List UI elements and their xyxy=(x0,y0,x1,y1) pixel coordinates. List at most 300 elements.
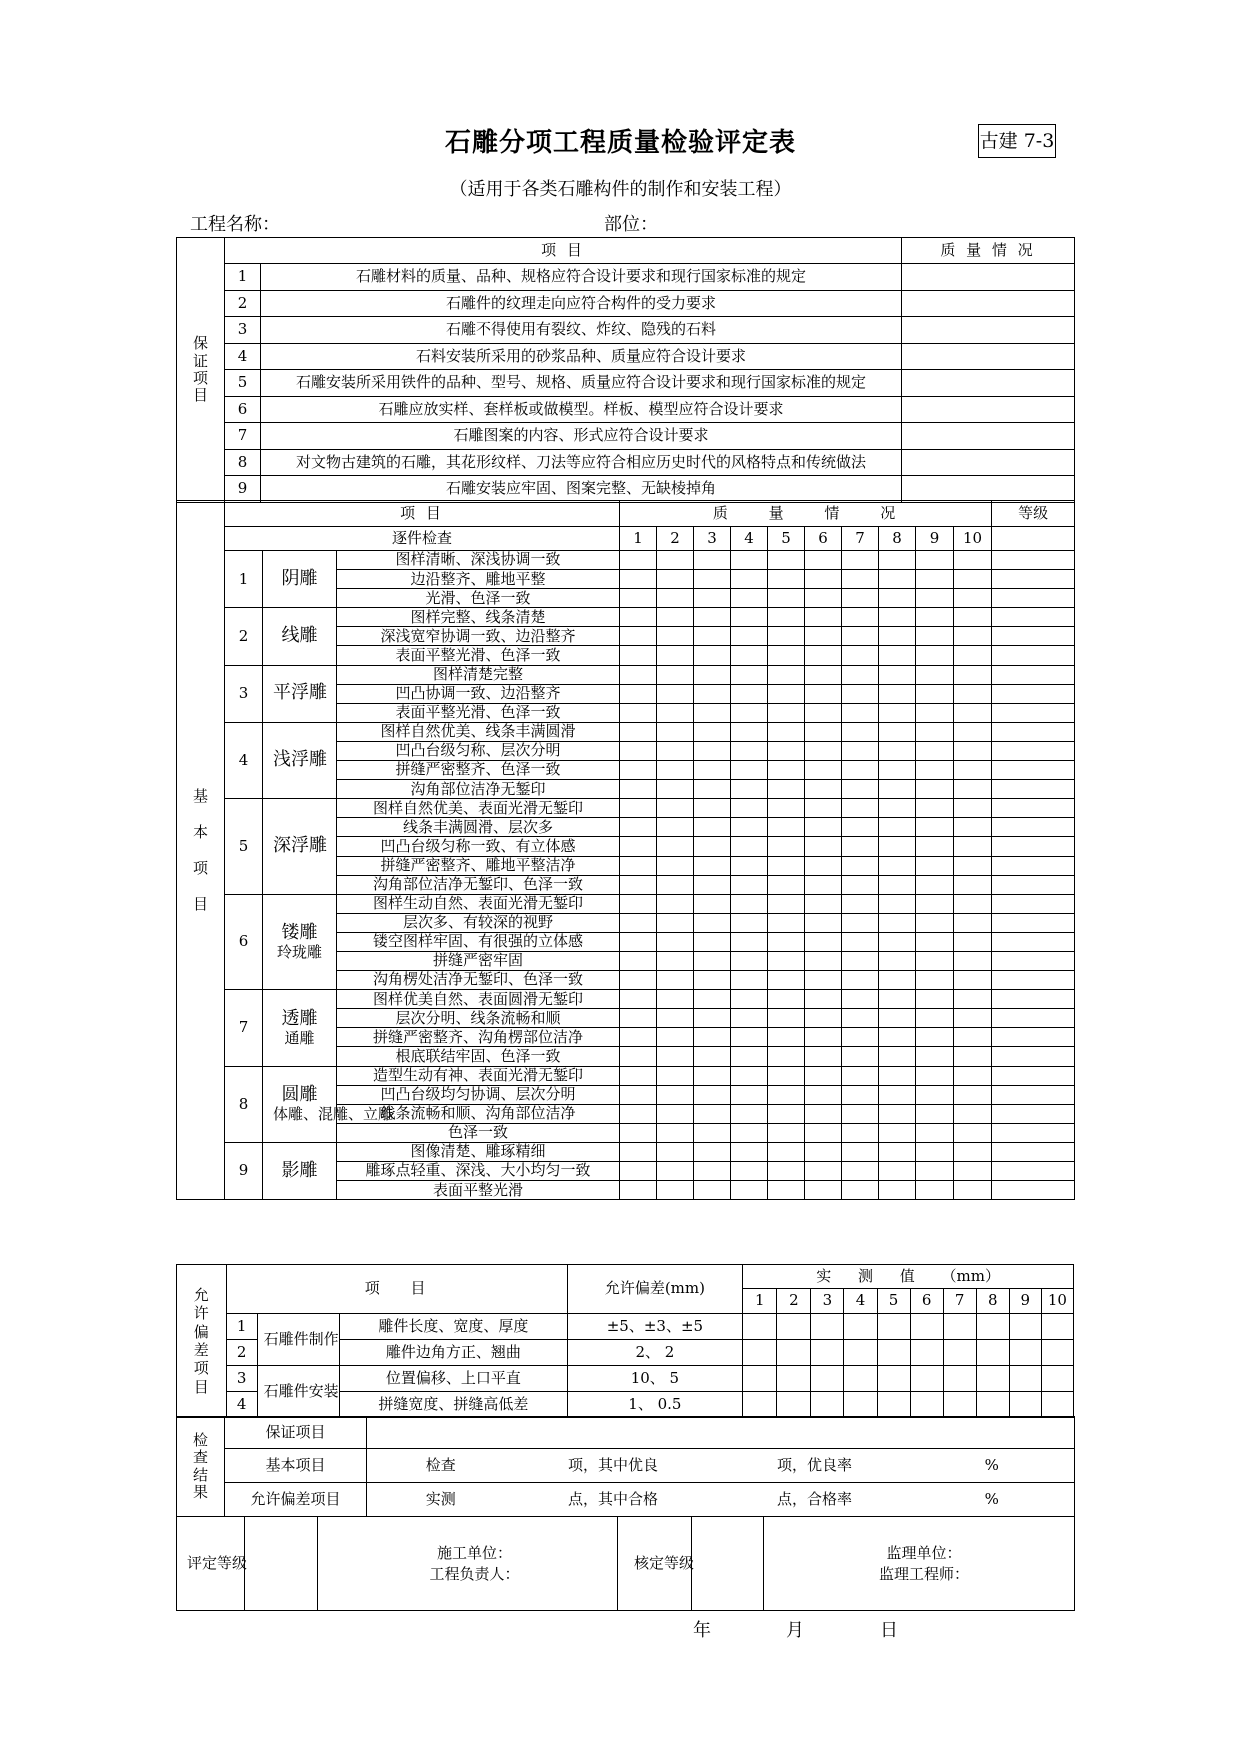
basic-quality-cell[interactable] xyxy=(694,932,731,951)
basic-quality-cell[interactable] xyxy=(916,1181,954,1200)
tolerance-measured-cell[interactable] xyxy=(877,1392,910,1418)
basic-quality-cell[interactable] xyxy=(842,1066,879,1085)
basic-quality-cell[interactable] xyxy=(657,608,694,627)
basic-quality-cell[interactable] xyxy=(731,741,768,760)
basic-quality-cell[interactable] xyxy=(916,875,954,894)
basic-quality-cell[interactable] xyxy=(916,990,954,1009)
basic-quality-cell[interactable] xyxy=(805,722,842,741)
basic-quality-cell[interactable] xyxy=(657,684,694,703)
basic-quality-cell[interactable] xyxy=(768,932,805,951)
basic-quality-cell[interactable] xyxy=(954,1181,992,1200)
basic-quality-cell[interactable] xyxy=(620,856,657,875)
basic-quality-cell[interactable] xyxy=(954,913,992,932)
rating-verify-value[interactable] xyxy=(692,1517,764,1611)
tolerance-measured-cell[interactable] xyxy=(743,1392,777,1418)
basic-quality-cell[interactable] xyxy=(879,837,916,856)
basic-quality-cell[interactable] xyxy=(954,990,992,1009)
basic-quality-cell[interactable] xyxy=(694,818,731,837)
basic-quality-cell[interactable] xyxy=(694,837,731,856)
basic-quality-cell[interactable] xyxy=(842,1085,879,1104)
basic-quality-cell[interactable] xyxy=(879,665,916,684)
tolerance-measured-cell[interactable] xyxy=(844,1314,877,1340)
tolerance-measured-cell[interactable] xyxy=(743,1314,777,1340)
basic-quality-cell[interactable] xyxy=(842,913,879,932)
basic-quality-cell[interactable] xyxy=(805,1085,842,1104)
basic-quality-cell[interactable] xyxy=(805,971,842,990)
basic-quality-cell[interactable] xyxy=(694,1123,731,1142)
tolerance-measured-cell[interactable] xyxy=(877,1366,910,1392)
project-name-field[interactable] xyxy=(190,210,280,236)
basic-quality-cell[interactable] xyxy=(620,608,657,627)
basic-quality-cell[interactable] xyxy=(657,703,694,722)
basic-quality-cell[interactable] xyxy=(620,646,657,665)
basic-quality-cell[interactable] xyxy=(620,1104,657,1123)
basic-grade-cell[interactable] xyxy=(992,741,1075,760)
basic-quality-cell[interactable] xyxy=(694,990,731,1009)
basic-quality-cell[interactable] xyxy=(731,990,768,1009)
basic-quality-cell[interactable] xyxy=(657,1085,694,1104)
basic-quality-cell[interactable] xyxy=(879,1085,916,1104)
basic-quality-cell[interactable] xyxy=(954,780,992,799)
basic-quality-cell[interactable] xyxy=(694,1047,731,1066)
basic-quality-cell[interactable] xyxy=(694,951,731,970)
tolerance-measured-cell[interactable] xyxy=(1041,1314,1073,1340)
basic-quality-cell[interactable] xyxy=(768,627,805,646)
part-field[interactable] xyxy=(604,210,658,236)
basic-quality-cell[interactable] xyxy=(805,627,842,646)
basic-quality-cell[interactable] xyxy=(954,894,992,913)
tolerance-measured-cell[interactable] xyxy=(1041,1366,1073,1392)
tolerance-measured-cell[interactable] xyxy=(910,1366,943,1392)
basic-quality-cell[interactable] xyxy=(842,741,879,760)
tolerance-measured-cell[interactable] xyxy=(976,1366,1009,1392)
tolerance-measured-cell[interactable] xyxy=(943,1314,976,1340)
basic-quality-cell[interactable] xyxy=(768,971,805,990)
basic-quality-cell[interactable] xyxy=(620,837,657,856)
basic-quality-cell[interactable] xyxy=(805,1066,842,1085)
basic-quality-cell[interactable] xyxy=(842,665,879,684)
basic-grade-cell[interactable] xyxy=(992,856,1075,875)
basic-quality-cell[interactable] xyxy=(842,971,879,990)
tolerance-measured-cell[interactable] xyxy=(943,1366,976,1392)
basic-quality-cell[interactable] xyxy=(879,551,916,570)
basic-quality-cell[interactable] xyxy=(768,1162,805,1181)
basic-quality-cell[interactable] xyxy=(954,932,992,951)
basic-quality-cell[interactable] xyxy=(805,780,842,799)
basic-quality-cell[interactable] xyxy=(731,837,768,856)
basic-quality-cell[interactable] xyxy=(768,1066,805,1085)
basic-quality-cell[interactable] xyxy=(879,799,916,818)
basic-quality-cell[interactable] xyxy=(657,589,694,608)
basic-quality-cell[interactable] xyxy=(731,761,768,780)
basic-quality-cell[interactable] xyxy=(805,856,842,875)
basic-quality-cell[interactable] xyxy=(768,1028,805,1047)
basic-quality-cell[interactable] xyxy=(768,1123,805,1142)
basic-quality-cell[interactable] xyxy=(768,646,805,665)
basic-quality-cell[interactable] xyxy=(954,1066,992,1085)
basic-quality-cell[interactable] xyxy=(842,1047,879,1066)
tolerance-measured-cell[interactable] xyxy=(811,1366,844,1392)
basic-grade-cell[interactable] xyxy=(992,570,1075,589)
basic-quality-cell[interactable] xyxy=(657,913,694,932)
basic-quality-cell[interactable] xyxy=(768,761,805,780)
basic-quality-cell[interactable] xyxy=(879,741,916,760)
basic-quality-cell[interactable] xyxy=(768,703,805,722)
basic-quality-cell[interactable] xyxy=(694,1181,731,1200)
tolerance-measured-cell[interactable] xyxy=(1041,1340,1073,1366)
basic-quality-cell[interactable] xyxy=(916,971,954,990)
basic-quality-cell[interactable] xyxy=(954,665,992,684)
basic-quality-cell[interactable] xyxy=(954,1009,992,1028)
basic-quality-cell[interactable] xyxy=(731,1009,768,1028)
basic-quality-cell[interactable] xyxy=(879,1104,916,1123)
tolerance-measured-cell[interactable] xyxy=(777,1314,811,1340)
basic-quality-cell[interactable] xyxy=(954,570,992,589)
basic-quality-cell[interactable] xyxy=(657,1066,694,1085)
basic-quality-cell[interactable] xyxy=(842,1009,879,1028)
guarantee-quality-cell[interactable] xyxy=(902,290,1075,317)
basic-quality-cell[interactable] xyxy=(805,1181,842,1200)
basic-quality-cell[interactable] xyxy=(731,799,768,818)
basic-quality-cell[interactable] xyxy=(879,818,916,837)
basic-quality-cell[interactable] xyxy=(805,837,842,856)
tolerance-measured-cell[interactable] xyxy=(943,1392,976,1418)
basic-quality-cell[interactable] xyxy=(731,1162,768,1181)
basic-quality-cell[interactable] xyxy=(805,761,842,780)
basic-quality-cell[interactable] xyxy=(731,951,768,970)
basic-quality-cell[interactable] xyxy=(954,1162,992,1181)
basic-quality-cell[interactable] xyxy=(805,875,842,894)
guarantee-quality-cell[interactable] xyxy=(902,370,1075,397)
basic-quality-cell[interactable] xyxy=(879,722,916,741)
basic-quality-cell[interactable] xyxy=(916,894,954,913)
basic-quality-cell[interactable] xyxy=(805,589,842,608)
basic-quality-cell[interactable] xyxy=(620,1162,657,1181)
tolerance-measured-cell[interactable] xyxy=(811,1340,844,1366)
basic-quality-cell[interactable] xyxy=(620,1085,657,1104)
basic-quality-cell[interactable] xyxy=(916,684,954,703)
tolerance-measured-cell[interactable] xyxy=(777,1340,811,1366)
basic-quality-cell[interactable] xyxy=(731,913,768,932)
basic-quality-cell[interactable] xyxy=(620,990,657,1009)
basic-quality-cell[interactable] xyxy=(842,1104,879,1123)
basic-quality-cell[interactable] xyxy=(694,780,731,799)
basic-quality-cell[interactable] xyxy=(805,646,842,665)
basic-quality-cell[interactable] xyxy=(842,1123,879,1142)
basic-quality-cell[interactable] xyxy=(768,665,805,684)
basic-quality-cell[interactable] xyxy=(805,551,842,570)
basic-quality-cell[interactable] xyxy=(768,551,805,570)
basic-grade-cell[interactable] xyxy=(992,1066,1075,1085)
basic-quality-cell[interactable] xyxy=(805,741,842,760)
basic-quality-cell[interactable] xyxy=(842,1162,879,1181)
basic-quality-cell[interactable] xyxy=(916,799,954,818)
basic-quality-cell[interactable] xyxy=(731,1142,768,1161)
basic-quality-cell[interactable] xyxy=(916,627,954,646)
basic-grade-cell[interactable] xyxy=(992,684,1075,703)
basic-quality-cell[interactable] xyxy=(620,894,657,913)
basic-quality-cell[interactable] xyxy=(731,1047,768,1066)
tolerance-measured-cell[interactable] xyxy=(811,1392,844,1418)
basic-quality-cell[interactable] xyxy=(731,703,768,722)
basic-quality-cell[interactable] xyxy=(805,951,842,970)
basic-quality-cell[interactable] xyxy=(694,875,731,894)
basic-quality-cell[interactable] xyxy=(954,684,992,703)
basic-quality-cell[interactable] xyxy=(694,1009,731,1028)
basic-quality-cell[interactable] xyxy=(731,627,768,646)
basic-quality-cell[interactable] xyxy=(805,1028,842,1047)
basic-quality-cell[interactable] xyxy=(620,913,657,932)
basic-quality-cell[interactable] xyxy=(842,780,879,799)
basic-quality-cell[interactable] xyxy=(954,1104,992,1123)
basic-quality-cell[interactable] xyxy=(916,856,954,875)
basic-quality-cell[interactable] xyxy=(768,608,805,627)
basic-quality-cell[interactable] xyxy=(916,780,954,799)
basic-grade-cell[interactable] xyxy=(992,1181,1075,1200)
basic-quality-cell[interactable] xyxy=(657,1123,694,1142)
basic-quality-cell[interactable] xyxy=(954,1085,992,1104)
basic-quality-cell[interactable] xyxy=(916,589,954,608)
basic-quality-cell[interactable] xyxy=(657,818,694,837)
basic-quality-cell[interactable] xyxy=(916,1028,954,1047)
tolerance-measured-cell[interactable] xyxy=(877,1314,910,1340)
tolerance-measured-cell[interactable] xyxy=(976,1340,1009,1366)
basic-quality-cell[interactable] xyxy=(620,703,657,722)
basic-quality-cell[interactable] xyxy=(805,894,842,913)
basic-quality-cell[interactable] xyxy=(842,894,879,913)
basic-quality-cell[interactable] xyxy=(768,722,805,741)
basic-quality-cell[interactable] xyxy=(954,1028,992,1047)
basic-quality-cell[interactable] xyxy=(620,1009,657,1028)
basic-quality-cell[interactable] xyxy=(805,570,842,589)
basic-quality-cell[interactable] xyxy=(805,1123,842,1142)
basic-quality-cell[interactable] xyxy=(694,570,731,589)
basic-grade-cell[interactable] xyxy=(992,1047,1075,1066)
basic-quality-cell[interactable] xyxy=(768,1104,805,1123)
basic-quality-cell[interactable] xyxy=(694,1085,731,1104)
basic-quality-cell[interactable] xyxy=(954,1142,992,1161)
basic-quality-cell[interactable] xyxy=(954,722,992,741)
basic-quality-cell[interactable] xyxy=(620,684,657,703)
basic-quality-cell[interactable] xyxy=(657,665,694,684)
basic-quality-cell[interactable] xyxy=(768,1181,805,1200)
basic-quality-cell[interactable] xyxy=(657,761,694,780)
basic-quality-cell[interactable] xyxy=(731,780,768,799)
basic-quality-cell[interactable] xyxy=(879,1028,916,1047)
basic-quality-cell[interactable] xyxy=(842,646,879,665)
basic-grade-cell[interactable] xyxy=(992,761,1075,780)
basic-quality-cell[interactable] xyxy=(768,875,805,894)
basic-quality-cell[interactable] xyxy=(954,589,992,608)
guarantee-quality-cell[interactable] xyxy=(902,317,1075,344)
basic-quality-cell[interactable] xyxy=(694,646,731,665)
basic-quality-cell[interactable] xyxy=(879,894,916,913)
basic-grade-cell[interactable] xyxy=(992,646,1075,665)
basic-quality-cell[interactable] xyxy=(842,761,879,780)
basic-quality-cell[interactable] xyxy=(916,703,954,722)
basic-quality-cell[interactable] xyxy=(657,1104,694,1123)
basic-quality-cell[interactable] xyxy=(657,971,694,990)
basic-quality-cell[interactable] xyxy=(657,1047,694,1066)
basic-grade-cell[interactable] xyxy=(992,703,1075,722)
basic-quality-cell[interactable] xyxy=(916,646,954,665)
basic-quality-cell[interactable] xyxy=(694,1066,731,1085)
basic-quality-cell[interactable] xyxy=(842,684,879,703)
basic-quality-cell[interactable] xyxy=(879,646,916,665)
basic-quality-cell[interactable] xyxy=(916,741,954,760)
basic-quality-cell[interactable] xyxy=(879,1047,916,1066)
basic-grade-cell[interactable] xyxy=(992,799,1075,818)
basic-quality-cell[interactable] xyxy=(916,1123,954,1142)
tolerance-measured-cell[interactable] xyxy=(910,1392,943,1418)
basic-quality-cell[interactable] xyxy=(768,913,805,932)
basic-quality-cell[interactable] xyxy=(657,551,694,570)
basic-quality-cell[interactable] xyxy=(768,990,805,1009)
basic-quality-cell[interactable] xyxy=(657,1009,694,1028)
basic-grade-cell[interactable] xyxy=(992,589,1075,608)
basic-quality-cell[interactable] xyxy=(620,1066,657,1085)
basic-quality-cell[interactable] xyxy=(954,741,992,760)
basic-quality-cell[interactable] xyxy=(620,722,657,741)
basic-quality-cell[interactable] xyxy=(620,971,657,990)
basic-quality-cell[interactable] xyxy=(620,1123,657,1142)
basic-quality-cell[interactable] xyxy=(694,913,731,932)
basic-quality-cell[interactable] xyxy=(694,589,731,608)
basic-quality-cell[interactable] xyxy=(879,990,916,1009)
basic-quality-cell[interactable] xyxy=(916,1047,954,1066)
basic-quality-cell[interactable] xyxy=(879,1009,916,1028)
tolerance-measured-cell[interactable] xyxy=(1009,1314,1041,1340)
basic-grade-cell[interactable] xyxy=(992,1142,1075,1161)
basic-quality-cell[interactable] xyxy=(694,1162,731,1181)
basic-quality-cell[interactable] xyxy=(842,570,879,589)
basic-quality-cell[interactable] xyxy=(768,570,805,589)
basic-quality-cell[interactable] xyxy=(954,1123,992,1142)
basic-grade-cell[interactable] xyxy=(992,627,1075,646)
basic-quality-cell[interactable] xyxy=(620,627,657,646)
basic-quality-cell[interactable] xyxy=(731,665,768,684)
basic-quality-cell[interactable] xyxy=(879,570,916,589)
result-guarantee-value[interactable] xyxy=(367,1417,1075,1449)
basic-quality-cell[interactable] xyxy=(954,971,992,990)
basic-quality-cell[interactable] xyxy=(954,627,992,646)
basic-quality-cell[interactable] xyxy=(842,589,879,608)
basic-quality-cell[interactable] xyxy=(620,551,657,570)
basic-quality-cell[interactable] xyxy=(879,875,916,894)
basic-quality-cell[interactable] xyxy=(657,932,694,951)
tolerance-measured-cell[interactable] xyxy=(844,1366,877,1392)
basic-quality-cell[interactable] xyxy=(879,932,916,951)
basic-quality-cell[interactable] xyxy=(731,589,768,608)
basic-quality-cell[interactable] xyxy=(657,799,694,818)
guarantee-quality-cell[interactable] xyxy=(902,449,1075,476)
tolerance-measured-cell[interactable] xyxy=(910,1340,943,1366)
guarantee-quality-cell[interactable] xyxy=(902,423,1075,450)
guarantee-quality-cell[interactable] xyxy=(902,343,1075,370)
basic-grade-cell[interactable] xyxy=(992,551,1075,570)
basic-quality-cell[interactable] xyxy=(620,1028,657,1047)
basic-quality-cell[interactable] xyxy=(731,684,768,703)
basic-quality-cell[interactable] xyxy=(731,1104,768,1123)
basic-quality-cell[interactable] xyxy=(916,1142,954,1161)
basic-quality-cell[interactable] xyxy=(657,894,694,913)
basic-quality-cell[interactable] xyxy=(805,1162,842,1181)
basic-grade-cell[interactable] xyxy=(992,608,1075,627)
basic-quality-cell[interactable] xyxy=(657,570,694,589)
tolerance-measured-cell[interactable] xyxy=(943,1340,976,1366)
basic-grade-cell[interactable] xyxy=(992,932,1075,951)
basic-quality-cell[interactable] xyxy=(620,932,657,951)
basic-grade-cell[interactable] xyxy=(992,780,1075,799)
basic-quality-cell[interactable] xyxy=(954,646,992,665)
tolerance-measured-cell[interactable] xyxy=(1009,1366,1041,1392)
basic-quality-cell[interactable] xyxy=(731,608,768,627)
tolerance-measured-cell[interactable] xyxy=(1009,1392,1041,1418)
basic-quality-cell[interactable] xyxy=(954,875,992,894)
guarantee-quality-cell[interactable] xyxy=(902,476,1075,503)
tolerance-measured-cell[interactable] xyxy=(1009,1340,1041,1366)
basic-quality-cell[interactable] xyxy=(879,608,916,627)
basic-quality-cell[interactable] xyxy=(954,818,992,837)
basic-grade-cell[interactable] xyxy=(992,818,1075,837)
basic-quality-cell[interactable] xyxy=(954,703,992,722)
tolerance-measured-cell[interactable] xyxy=(777,1366,811,1392)
rating-grade-value[interactable] xyxy=(245,1517,318,1611)
basic-quality-cell[interactable] xyxy=(694,684,731,703)
basic-quality-cell[interactable] xyxy=(657,780,694,799)
basic-quality-cell[interactable] xyxy=(842,990,879,1009)
basic-quality-cell[interactable] xyxy=(731,570,768,589)
basic-quality-cell[interactable] xyxy=(842,1142,879,1161)
basic-quality-cell[interactable] xyxy=(731,1181,768,1200)
basic-grade-cell[interactable] xyxy=(992,913,1075,932)
tolerance-measured-cell[interactable] xyxy=(811,1314,844,1340)
basic-grade-cell[interactable] xyxy=(992,837,1075,856)
basic-quality-cell[interactable] xyxy=(694,1028,731,1047)
basic-quality-cell[interactable] xyxy=(731,1028,768,1047)
basic-quality-cell[interactable] xyxy=(916,608,954,627)
guarantee-quality-cell[interactable] xyxy=(902,264,1075,291)
basic-quality-cell[interactable] xyxy=(620,1142,657,1161)
basic-quality-cell[interactable] xyxy=(731,1085,768,1104)
basic-quality-cell[interactable] xyxy=(916,1104,954,1123)
basic-quality-cell[interactable] xyxy=(657,722,694,741)
basic-quality-cell[interactable] xyxy=(842,551,879,570)
basic-quality-cell[interactable] xyxy=(916,818,954,837)
basic-quality-cell[interactable] xyxy=(879,951,916,970)
basic-grade-cell[interactable] xyxy=(992,1028,1075,1047)
basic-quality-cell[interactable] xyxy=(805,703,842,722)
basic-grade-cell[interactable] xyxy=(992,951,1075,970)
basic-quality-cell[interactable] xyxy=(731,856,768,875)
basic-quality-cell[interactable] xyxy=(768,1009,805,1028)
basic-quality-cell[interactable] xyxy=(657,856,694,875)
tolerance-measured-cell[interactable] xyxy=(877,1340,910,1366)
basic-quality-cell[interactable] xyxy=(954,551,992,570)
basic-quality-cell[interactable] xyxy=(657,990,694,1009)
tolerance-measured-cell[interactable] xyxy=(844,1340,877,1366)
basic-quality-cell[interactable] xyxy=(879,1181,916,1200)
basic-quality-cell[interactable] xyxy=(805,932,842,951)
basic-grade-cell[interactable] xyxy=(992,1123,1075,1142)
basic-quality-cell[interactable] xyxy=(620,589,657,608)
basic-quality-cell[interactable] xyxy=(731,1123,768,1142)
basic-quality-cell[interactable] xyxy=(879,913,916,932)
basic-quality-cell[interactable] xyxy=(805,990,842,1009)
basic-quality-cell[interactable] xyxy=(954,608,992,627)
basic-grade-cell[interactable] xyxy=(992,722,1075,741)
basic-quality-cell[interactable] xyxy=(916,551,954,570)
